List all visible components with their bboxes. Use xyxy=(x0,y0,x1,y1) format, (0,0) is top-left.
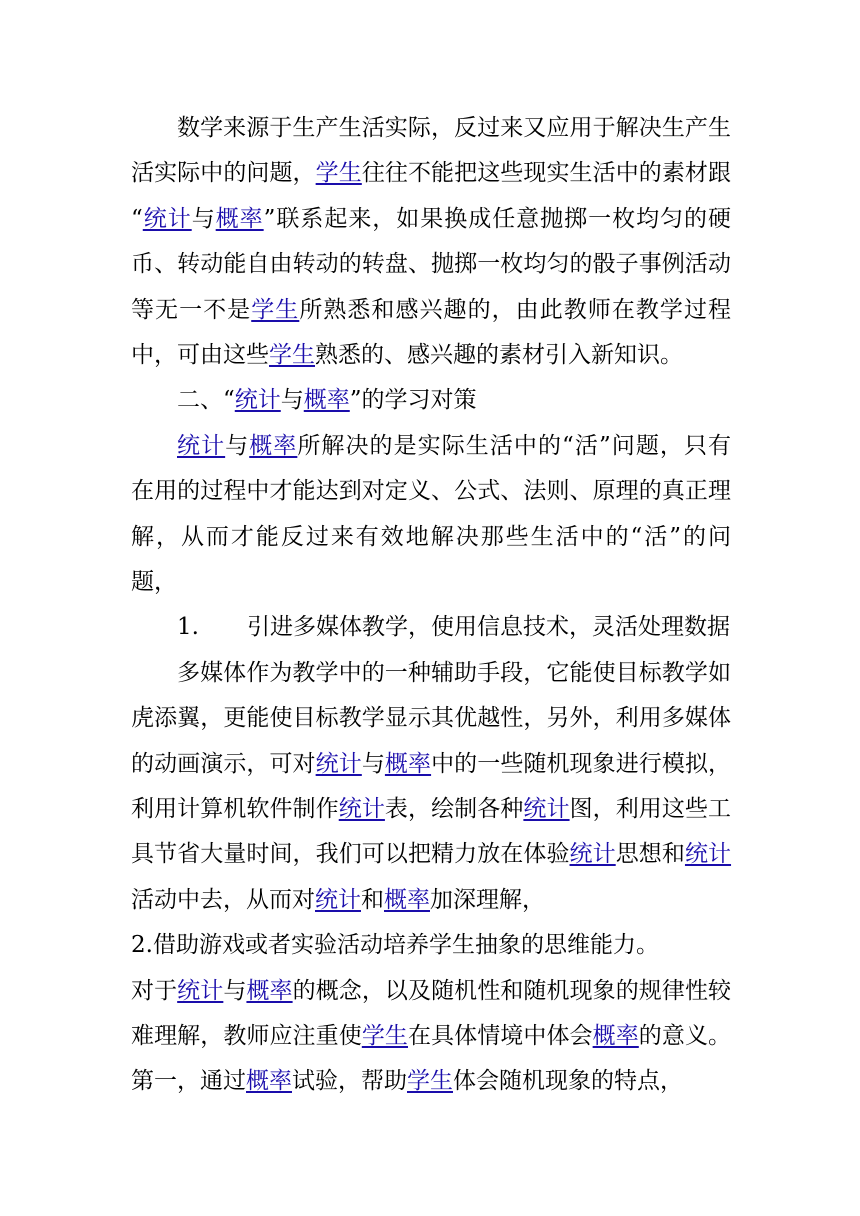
text-segment: ”的学习对策 xyxy=(349,387,477,413)
text-segment: 虎添翼，更能使目标教学显示其优越性，另外，利用多媒体 xyxy=(131,705,731,731)
text-segment: 的动画演示，可对 xyxy=(131,751,316,777)
text-segment: 的概念，以及随机性和随机现象的规律性较 xyxy=(292,978,732,1004)
keyword-link[interactable]: 统计 xyxy=(569,841,616,867)
text-segment: 中的一些随机现象进行模拟， xyxy=(431,751,732,777)
text-line xyxy=(131,789,731,829)
keyword-link[interactable]: 概率 xyxy=(249,433,298,459)
keyword-link[interactable]: 学生 xyxy=(251,297,300,323)
text-segment: 往往不能把这些现实生活中的素材跟 xyxy=(361,160,732,186)
text-line xyxy=(131,698,731,738)
keyword-link[interactable]: 学生 xyxy=(269,342,315,368)
text-line xyxy=(177,108,731,148)
keyword-link[interactable]: 统计 xyxy=(315,887,361,913)
text-segment: 熟悉的、感兴趣的素材引入新知识。 xyxy=(315,342,683,368)
text-segment: “ xyxy=(131,206,143,232)
text-segment: 数学来源于生产生活实际，反过来又应用于解决生产生 xyxy=(177,115,731,141)
text-segment: 币、转动能自由转动的转盘、抛掷一枚均匀的骰子事例活动 xyxy=(131,251,731,277)
text-segment: 与 xyxy=(223,978,247,1004)
text-segment: 引进多媒体教学，使用信息技术，灵活处理数据 xyxy=(246,614,730,640)
keyword-link[interactable]: 统计 xyxy=(523,796,570,822)
keyword-link[interactable]: 统计 xyxy=(177,978,224,1004)
text-segment: 解，从而才能反过来有效地解决那些生活中的“活”的问 xyxy=(131,524,731,550)
keyword-link[interactable]: 统计 xyxy=(338,796,385,822)
text-segment: 活实际中的问题， xyxy=(131,160,316,186)
text-segment: 中，可由这些 xyxy=(131,342,269,368)
text-segment: 在具体情境中体会 xyxy=(407,1023,593,1049)
keyword-link[interactable]: 概率 xyxy=(246,1068,292,1094)
text-segment: 对于 xyxy=(131,978,178,1004)
keyword-link[interactable]: 统计 xyxy=(234,387,281,413)
text-line xyxy=(177,426,731,466)
text-segment: 2.借助游戏或者实验活动培养学生抽象的思维能力。 xyxy=(131,932,659,958)
keyword-link[interactable]: 统计 xyxy=(684,841,732,867)
text-line xyxy=(131,471,731,511)
text-segment: ”联系起来，如果换成任意抛掷一枚均匀的硬 xyxy=(263,206,732,232)
keyword-link[interactable]: 概率 xyxy=(303,387,350,413)
text-line xyxy=(131,925,731,965)
text-segment: 与 xyxy=(280,387,304,413)
keyword-link[interactable]: 概率 xyxy=(384,751,432,777)
text-line xyxy=(177,653,731,693)
keyword-link[interactable]: 概率 xyxy=(592,1023,639,1049)
text-segment: 等无一不是 xyxy=(131,297,252,323)
text-segment: 在用的过程中才能达到对定义、公式、法则、原理的真正理 xyxy=(131,478,731,504)
text-line xyxy=(131,335,731,375)
keyword-link[interactable]: 统计 xyxy=(142,206,192,232)
text-line xyxy=(131,153,731,193)
text-segment: 活动中去，从而对 xyxy=(131,887,315,913)
text-line xyxy=(131,744,731,784)
text-segment: 具节省大量时间，我们可以把精力放在体验 xyxy=(131,841,570,867)
text-line xyxy=(131,834,731,874)
text-segment: 第一，通过 xyxy=(131,1068,246,1094)
text-segment: 所熟悉和感兴趣的，由此教师在教学过程 xyxy=(299,297,732,323)
text-segment: 的意义。 xyxy=(638,1023,732,1049)
text-segment: 体会随机现象的特点， xyxy=(453,1068,683,1094)
text-segment: 和 xyxy=(361,887,384,913)
text-line xyxy=(131,1061,731,1101)
text-line xyxy=(177,380,731,420)
text-segment: 所解决的是实际生活中的“活”问题，只有 xyxy=(297,433,732,459)
text-segment: 1. xyxy=(177,614,199,640)
text-line xyxy=(131,244,731,284)
text-segment: 图，利用这些工 xyxy=(569,796,732,822)
keyword-link[interactable]: 统计 xyxy=(315,751,362,777)
text-segment: 二、“ xyxy=(177,387,235,413)
text-segment: 与 xyxy=(361,751,385,777)
text-line xyxy=(131,880,731,920)
keyword-link[interactable]: 概率 xyxy=(215,206,264,232)
text-segment: 思想和 xyxy=(615,841,685,867)
text-segment: 多媒体作为教学中的一种辅助手段，它能使目标教学如 xyxy=(177,660,731,686)
text-line xyxy=(131,517,731,557)
text-line xyxy=(131,290,731,330)
text-line xyxy=(131,971,731,1011)
keyword-link[interactable]: 学生 xyxy=(361,1023,408,1049)
text-segment: 难理解，教师应注重使 xyxy=(131,1023,362,1049)
text-segment: 题， xyxy=(131,569,177,595)
text-line xyxy=(131,562,731,602)
keyword-link[interactable]: 学生 xyxy=(315,160,362,186)
keyword-link[interactable]: 统计 xyxy=(177,433,226,459)
keyword-link[interactable]: 学生 xyxy=(407,1068,453,1094)
text-segment: 与 xyxy=(191,206,216,232)
text-line xyxy=(131,199,731,239)
text-segment: 加深理解， xyxy=(430,887,545,913)
text-line xyxy=(131,1016,731,1056)
text-segment: 利用计算机软件制作 xyxy=(131,796,339,822)
keyword-link[interactable]: 概率 xyxy=(246,978,293,1004)
text-segment: 试验，帮助 xyxy=(292,1068,407,1094)
text-segment: 与 xyxy=(225,433,250,459)
text-segment: 表，绘制各种 xyxy=(384,796,524,822)
keyword-link[interactable]: 概率 xyxy=(384,887,430,913)
text-line xyxy=(177,607,731,647)
